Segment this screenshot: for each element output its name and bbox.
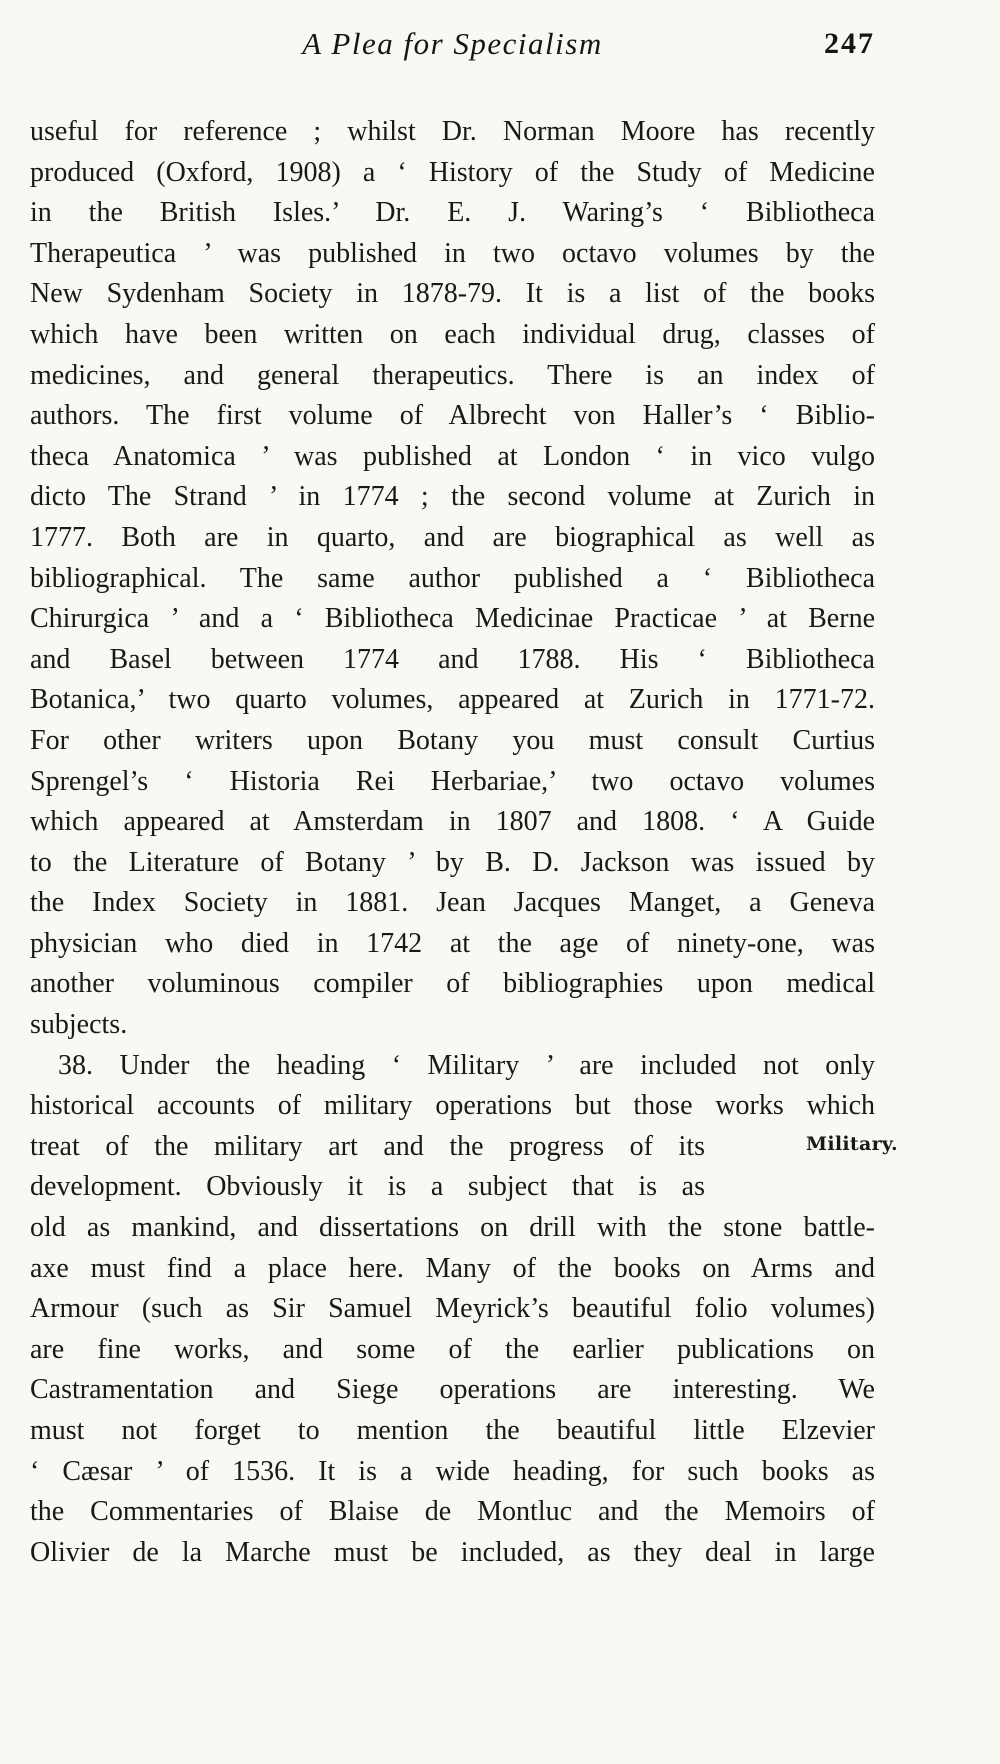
text-line: treat of the military art and the progress of its (30, 1130, 705, 1162)
page-header (30, 26, 875, 72)
text-line: and Basel between 1774 and 1788. His ‘ Bibliotheca (30, 643, 875, 675)
text-line: Olivier de la Marche must be included, as they deal in large (30, 1536, 875, 1568)
text-line: old as mankind, and dissertations on drill with the stone battle- (30, 1212, 875, 1244)
paragraph-bibliographies (30, 112, 875, 1046)
text-line: historical accounts of military operations but those works which (30, 1090, 875, 1122)
text-line: ‘ Cæsar ’ of 1536. It is a wide heading, for such books as (30, 1455, 875, 1487)
text-line: bibliographical. The same author published a ‘ Bibliotheca (30, 562, 875, 594)
text-line: 38. Under the heading ‘ Military ’ are included not only (58, 1049, 875, 1081)
text-line: in the British Isles.’ Dr. E. J. Waring’s ‘ Bibliotheca (30, 197, 875, 229)
text-line: another voluminous compiler of bibliographies upon medical (30, 968, 875, 1000)
text-line: medicines, and general therapeutics. There is an index of (30, 359, 875, 391)
text-line: Sprengel’s ‘ Historia Rei Herbariae,’ two octavo volumes (30, 765, 875, 797)
text-line: Chirurgica ’ and a ‘ Bibliotheca Medicinae Practicae ’ at Berne (30, 603, 875, 635)
text-line: axe must find a place here. Many of the books on Arms and (30, 1252, 875, 1284)
body-text (30, 112, 875, 1573)
text-line: Botanica,’ two quarto volumes, appeared at Zurich in 1771-72. (30, 684, 875, 716)
text-line: the Index Society in 1881. Jean Jacques Manget, a Geneva (30, 887, 875, 919)
text-line: For other writers upon Botany you must consult Curtius (30, 724, 875, 756)
text-line: physician who died in 1742 at the age of ninety-one, was (30, 927, 875, 959)
paragraph-military (30, 1046, 875, 1574)
text-line: Therapeutica ’ was published in two octavo volumes by the (30, 237, 875, 269)
text-line: useful for reference ; whilst Dr. Norman Moore has recently (30, 116, 875, 147)
text-line: dicto The Strand ’ in 1774 ; the second volume at Zurich in (30, 481, 875, 513)
text-line: which have been written on each individual drug, classes of (30, 318, 875, 350)
text-line: Armour (such as Sir Samuel Meyrick’s beautiful folio volumes) (30, 1293, 875, 1325)
text-line: development. Obviously it is a subject that is as (30, 1171, 705, 1203)
text-line: produced (Oxford, 1908) a ‘ History of the Study of Medicine (30, 156, 875, 188)
text-line: Castramentation and Siege operations are interesting. We (30, 1374, 875, 1406)
text-line: the Commentaries of Blaise de Montluc and the Memoirs of (30, 1496, 875, 1528)
text-line: are fine works, and some of the earlier publications on (30, 1333, 875, 1365)
page-number: 247 (824, 27, 875, 60)
text-line: which appeared at Amsterdam in 1807 and 1808. ‘ A Guide (30, 806, 875, 838)
text-line: subjects. (30, 1009, 128, 1041)
text-line: must not forget to mention the beautiful little Elzevier (30, 1415, 875, 1446)
text-line: 1777. Both are in quarto, and are biographical as well as (30, 521, 875, 553)
sidenote-military: Military. (806, 1133, 898, 1155)
text-line: theca Anatomica ’ was published at London ‘ in vico vulgo (30, 440, 875, 472)
text-line: New Sydenham Society in 1878-79. It is a list of the books (30, 278, 875, 310)
text-line: authors. The first volume of Albrecht von Haller’s ‘ Biblio- (30, 400, 875, 432)
running-title: A Plea for Specialism (302, 26, 603, 61)
text-line: to the Literature of Botany ’ by B. D. Jackson was issued by (30, 846, 875, 878)
